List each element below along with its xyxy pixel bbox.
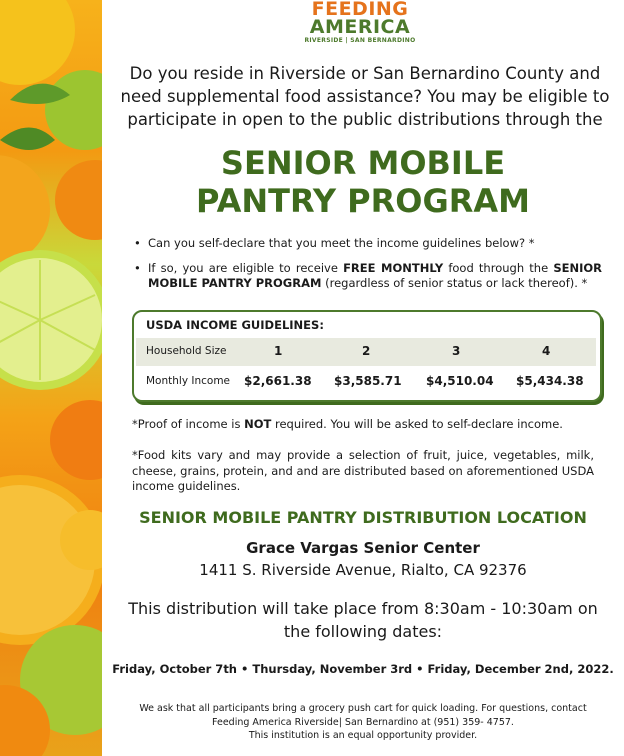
proof-of-income-note (132, 417, 594, 433)
bullet-text-mid: food through the (443, 261, 554, 275)
bullet-item (132, 236, 602, 251)
table-cell: $4,510.04 (426, 374, 494, 388)
table-cell: 2 (362, 344, 371, 358)
program-title-line2: PANTRY PROGRAM (196, 182, 530, 220)
row-label: Household Size (146, 345, 227, 357)
table-row-household-size (136, 338, 596, 366)
distribution-time: This distribution will take place from 8:30am - 10:30am on the following dates: (128, 599, 598, 641)
date-separator: • (416, 662, 424, 676)
intro-paragraph: Do you reside in Riverside or San Bernardino County and need supplemental food assistance? You may be eligible to participate in open to the public distributions through the (120, 64, 610, 129)
citrus-fruit-image (0, 0, 102, 756)
table-cell: 3 (452, 344, 461, 358)
date-item: Friday, October 7th (112, 662, 237, 676)
note-text: required. You will be asked to self-declare income. (271, 417, 563, 431)
bullet-item (132, 261, 602, 291)
logo-region: RIVERSIDE | SAN BERNARDINO (304, 37, 416, 44)
program-title (102, 144, 624, 220)
table-row-monthly-income (136, 368, 596, 396)
distribution-dates (102, 662, 624, 676)
bullet-text-pre: If so, you are eligible to receive (148, 261, 344, 275)
bullet-dot-icon: • (134, 261, 141, 275)
date-item: Thursday, November 3rd (252, 662, 413, 676)
eligibility-bullets (132, 236, 602, 301)
footer-line: This institution is an equal opportunity provider. (248, 730, 478, 741)
bullet-bold-program: SENIOR MOBILE PANTRY PROGRAM (148, 261, 602, 290)
note-text: *Proof of income is (132, 417, 245, 431)
usda-table-title: USDA INCOME GUIDELINES: (146, 318, 324, 332)
table-cell: $2,661.38 (244, 374, 312, 388)
fruit-photo-strip (0, 0, 102, 756)
table-cell: $5,434.38 (516, 374, 584, 388)
feeding-america-logo (300, 0, 420, 50)
center-name: Grace Vargas Senior Center (246, 539, 480, 557)
logo-feeding: FEEDING (311, 0, 409, 20)
date-item: Friday, December 2nd, 2022. (427, 662, 614, 676)
bullet-text-post: (regardless of senior status or lack thereof). * (321, 276, 588, 290)
bullet-text: Can you self-declare that you meet the income guidelines below? * (148, 236, 535, 250)
flyer-main (102, 0, 624, 756)
table-cell: $3,585.71 (334, 374, 402, 388)
logo-america: AMERICA (309, 16, 411, 38)
footer-line: We ask that all participants bring a grocery push cart for quick loading. For questions, contact (139, 703, 587, 714)
program-title-line1: SENIOR MOBILE (220, 144, 506, 182)
footer-line: Feeding America Riverside| San Bernardino at (951) 359- 4757. (212, 716, 514, 728)
distribution-location-heading: SENIOR MOBILE PANTRY DISTRIBUTION LOCATION (139, 508, 587, 527)
table-cell: 1 (274, 344, 283, 358)
center-address: 1411 S. Riverside Avenue, Rialto, CA 92376 (199, 561, 527, 579)
food-kits-note: *Food kits vary and may provide a selection of fruit, juice, vegetables, milk, cheese, grains, protein, and and are distributed based on aforementioned USDA income guidelines. (132, 448, 594, 493)
bullet-dot-icon: • (134, 236, 141, 250)
footer-contact (102, 702, 624, 743)
bullet-bold-free-monthly: FREE MONTHLY (343, 261, 444, 275)
note-bold-not: NOT (244, 417, 272, 431)
table-cell: 4 (542, 344, 551, 358)
row-label: Monthly Income (146, 375, 231, 387)
date-separator: • (241, 662, 249, 676)
usda-income-table (132, 310, 602, 402)
